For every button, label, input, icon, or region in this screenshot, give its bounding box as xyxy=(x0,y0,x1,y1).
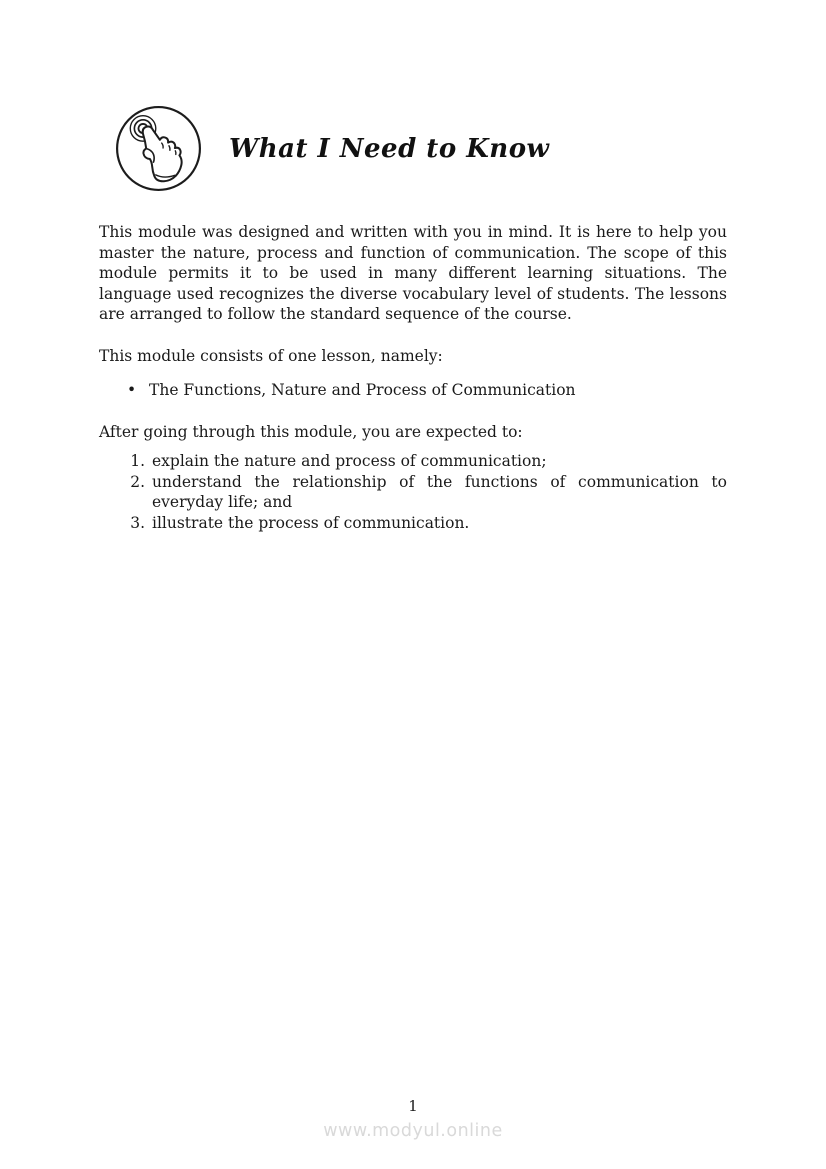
watermark: www.modyul.online xyxy=(323,1121,503,1141)
objective-item: 3. illustrate the process of communication. xyxy=(150,513,727,534)
intro-paragraph: This module was designed and written with you in mind. It is here to help you master the nature, process and function of communication. The scope of this module permits it to be used in many different learning situations. The language used recognizes the diverse vocabulary level of students. The lessons are arranged to follow the standard sequence of the course. xyxy=(99,223,727,323)
objective-item: 1. explain the nature and process of communication; xyxy=(150,451,727,472)
objectives-list xyxy=(99,451,727,533)
section-title: What I Need to Know xyxy=(229,133,550,164)
lesson-list xyxy=(99,380,727,401)
section-header xyxy=(113,103,549,194)
lesson-lead: This module consists of one lesson, namely: xyxy=(99,346,443,365)
lesson-item: • The Functions, Nature and Process of Communication xyxy=(137,380,727,401)
objectives-lead: After going through this module, you are expected to: xyxy=(99,422,523,441)
page-number: 1 xyxy=(408,1097,418,1115)
section-body xyxy=(99,222,727,533)
objective-item: 2. understand the relationship of the functions of communication to everyday life; and xyxy=(150,472,727,513)
hand-press-button-icon xyxy=(113,103,204,194)
